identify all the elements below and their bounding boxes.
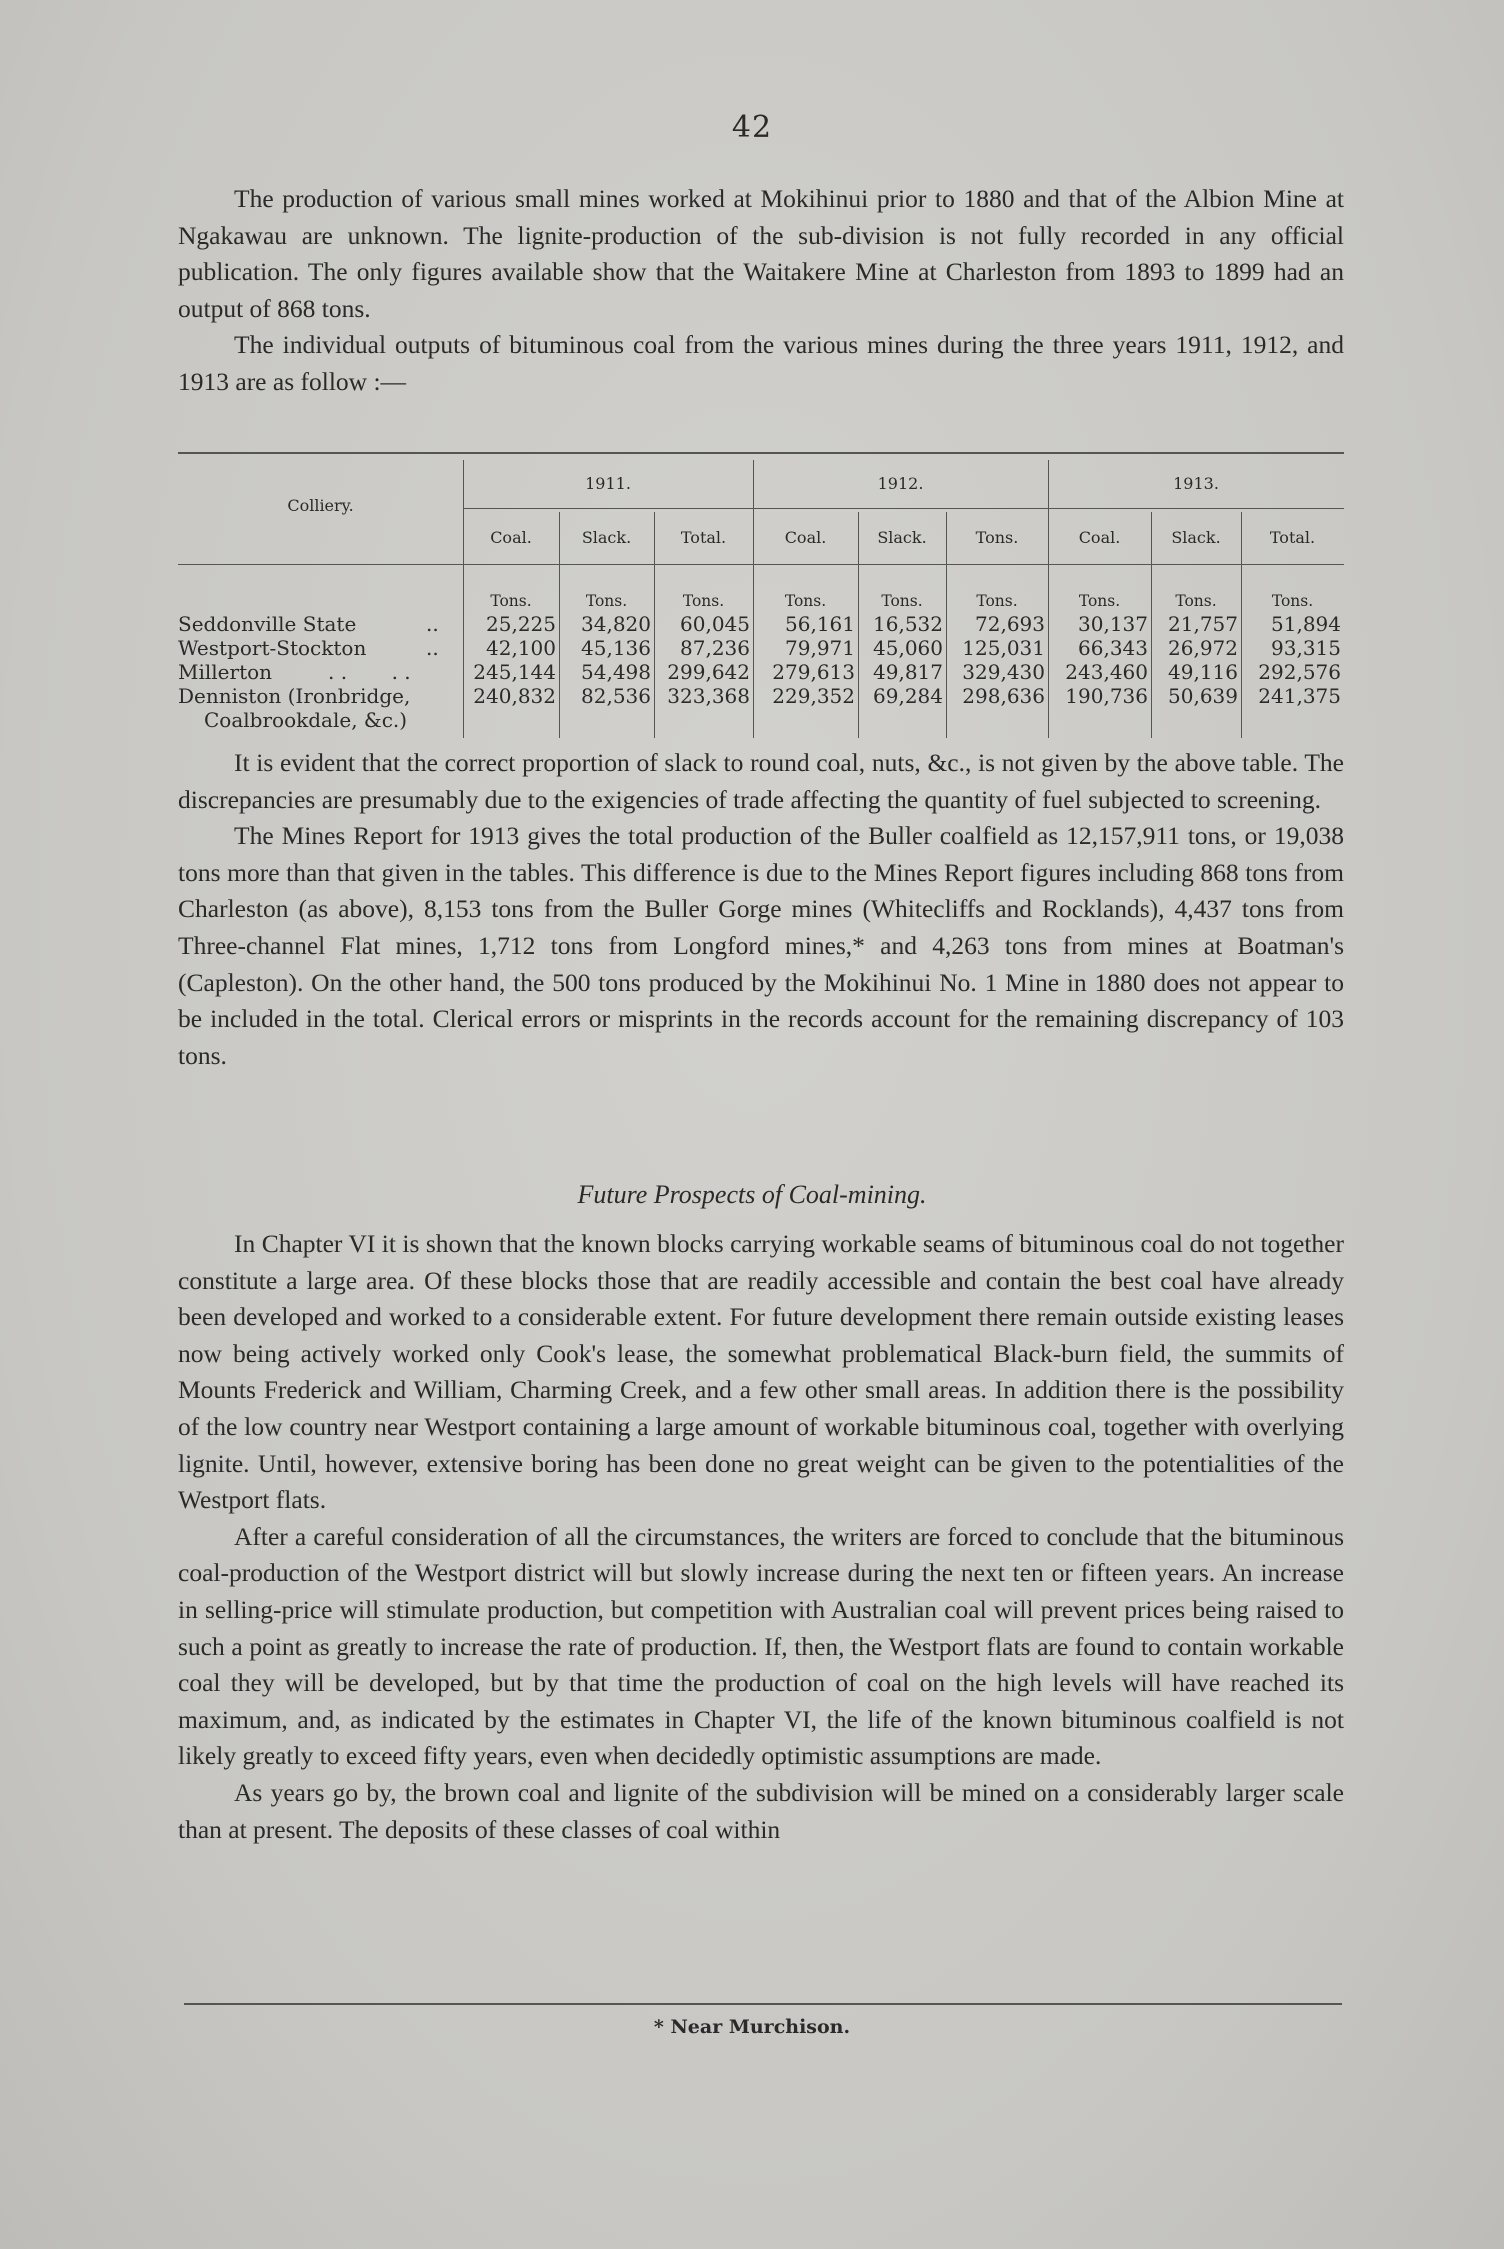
- table-cell: 245,144: [473, 660, 556, 684]
- units-label: Tons.: [682, 592, 725, 610]
- year-header: 1912.: [877, 474, 924, 493]
- subheader: Slack.: [1171, 528, 1221, 547]
- table-cell: 49,817: [873, 660, 943, 684]
- table-cell: 49,116: [1168, 660, 1238, 684]
- subheader: Tons.: [975, 528, 1019, 547]
- table-cell: 16,532: [873, 612, 943, 636]
- dot-leader: . . . .: [328, 660, 411, 684]
- paragraph: The individual outputs of bituminous coal from the various mines during the three years 1911, 1912, and 1913 are as follow :—: [178, 330, 1344, 396]
- table-cell: 26,972: [1168, 636, 1238, 660]
- paragraph: The production of various small mines worked at Mokihinui prior to 1880 and that of the Albion Mine at Ngakawau are unknown. The lignite-production of the sub-division is not fully recorded in any official publication. The only figures available show that the Waitakere Mine at Charleston from 1893 to 1899 had an output of 868 tons.: [178, 184, 1344, 323]
- table-cell: 241,375: [1258, 684, 1341, 708]
- table-cell: 240,832: [473, 684, 556, 708]
- table-cell: 87,236: [680, 636, 750, 660]
- subheader: Slack.: [581, 528, 632, 547]
- row-label-denniston: Denniston (Ironbridge,: [178, 684, 411, 708]
- table-top-rule: [178, 452, 1344, 454]
- units-label: Tons.: [490, 592, 532, 610]
- table-cell: 25,225: [486, 612, 556, 636]
- table-cell: 21,757: [1168, 612, 1238, 636]
- table-cell: 190,736: [1065, 684, 1148, 708]
- row-label-millerton: Millerton: [178, 660, 273, 684]
- table-cell: 45,060: [873, 636, 943, 660]
- table-cell: 329,430: [962, 660, 1045, 684]
- table-cell: 279,613: [772, 660, 855, 684]
- discussion-text: [178, 745, 1344, 1074]
- section-heading: Future Prospects of Coal-mining.: [577, 1180, 927, 1209]
- paragraph: The Mines Report for 1913 gives the total production of the Buller coalfield as 12,157,911 tons, or 19,038 tons more than that given in the tables. This difference is due to the Mines Report figures including 868 tons from Charleston (as above), 8,153 tons from the Buller Gorge mines (Whitecliffs and Rocklands), 4,437 tons from Three-channel Flat mines, 1,712 tons from Longford mines,* and 4,263 tons from mines at Boatman's (Capleston). On the other hand, the 500 tons produced by the Mokihinui No. 1 Mine in 1880 does not appear to be included in the total. Clerical errors or misprints in the records account for the remaining discrepancy of 103 tons.: [178, 821, 1344, 1070]
- table-cell: 229,352: [772, 684, 855, 708]
- subheader: Coal.: [784, 528, 827, 547]
- subheader: Slack.: [877, 528, 927, 547]
- year-header: 1913.: [1173, 474, 1219, 493]
- table-cell: 72,693: [975, 612, 1045, 636]
- row-label-denniston-cont: Coalbrookdale, &c.): [204, 708, 408, 732]
- paragraph: It is evident that the correct proportion of slack to round coal, nuts, &c., is not given by the above table. The discrepancies are presumably due to the exigencies of trade affecting the quantity of fuel subjected to screening.: [178, 748, 1344, 814]
- dot-leader: ..: [426, 612, 439, 636]
- table-cell: 82,536: [581, 684, 651, 708]
- subheader: Coal.: [1078, 528, 1121, 547]
- table-cell: 243,460: [1065, 660, 1148, 684]
- page-number: 42: [731, 110, 773, 145]
- table-cell: 30,137: [1078, 612, 1148, 636]
- row-label-westport-stockton: Westport-Stockton: [178, 636, 367, 660]
- row-label-seddonville: Seddonville State: [178, 612, 357, 636]
- units-label: Tons.: [585, 592, 628, 610]
- units-label: Tons.: [976, 592, 1018, 610]
- footnote-rule: [184, 2003, 1342, 2005]
- units-label: Tons.: [1175, 592, 1217, 610]
- paragraph: In Chapter VI it is shown that the known blocks carrying workable seams of bituminous coal do not together constitute a large area. Of these blocks those that are readily accessible and contain the best coal have already been developed and worked to a considerable extent. For future development there remain outside existing leases now being actively worked only Cook's lease, the somewhat problematical Black-burn field, the summits of Mounts Frederick and William, Charming Creek, and a few other small areas. In addition there is the possibility of the low country near Westport containing a large amount of workable bituminous coal, together with overlying lignite. Until, however, extensive boring has been done no great weight can be given to the potentialities of the Westport flats.: [178, 1229, 1344, 1515]
- footnote: * Near Murchison.: [653, 2016, 851, 2038]
- table-cell: 125,031: [962, 636, 1045, 660]
- colliery-output-table: [178, 452, 1344, 738]
- units-label: Tons.: [784, 592, 827, 610]
- subheader: Total.: [1269, 528, 1316, 547]
- table-cell: 323,368: [667, 684, 750, 708]
- units-label: Tons.: [881, 592, 923, 610]
- dot-leader: ..: [426, 636, 439, 660]
- table-cell: 56,161: [785, 612, 855, 636]
- table-cell: 50,639: [1168, 684, 1238, 708]
- table-cell: 69,284: [873, 684, 943, 708]
- units-label: Tons.: [1078, 592, 1121, 610]
- table-cell: 66,343: [1078, 636, 1148, 660]
- year-header: 1911.: [585, 474, 631, 493]
- intro-text: [178, 181, 1344, 401]
- colliery-header: Colliery.: [287, 496, 354, 515]
- table-cell: 45,136: [581, 636, 651, 660]
- paragraph: After a careful consideration of all the circumstances, the writers are forced to conclude that the bituminous coal-production of the Westport district will but slowly increase during the next ten or fifteen years. An increase in selling-price will stimulate production, but competition with Australian coal will prevent prices being raised to such a point as greatly to increase the rate of production. If, then, the Westport flats are found to contain workable coal they will be developed, but by that time the production of coal on the high levels will have reached its maximum, and, as indicated by the estimates in Chapter VI, the life of the known bituminous coalfield is not likely greatly to exceed fifty years, even when decidedly optimistic assumptions are made.: [178, 1521, 1344, 1771]
- table-cell: 93,315: [1271, 636, 1341, 660]
- units-label: Tons.: [1271, 592, 1314, 610]
- table-cell: 42,100: [486, 636, 556, 660]
- header-bottom-rule: [178, 564, 1344, 565]
- table-cell: 54,498: [581, 660, 651, 684]
- table-cell: 51,894: [1271, 612, 1341, 636]
- table-cell: 298,636: [962, 684, 1045, 708]
- table-cell: 299,642: [667, 660, 750, 684]
- year-subheader-rule: [463, 508, 1344, 509]
- table-cell: 292,576: [1258, 660, 1341, 684]
- paragraph: As years go by, the brown coal and lignite of the subdivision will be mined on a considerably larger scale than at present. The deposits of these classes of coal within: [178, 1777, 1344, 1844]
- subheader: Total.: [680, 528, 727, 547]
- table-cell: 79,971: [785, 636, 855, 660]
- table-cell: 60,045: [680, 612, 750, 636]
- prospects-text: [178, 1226, 1344, 1848]
- table-cell: 34,820: [581, 612, 651, 636]
- subheader: Coal.: [490, 528, 532, 547]
